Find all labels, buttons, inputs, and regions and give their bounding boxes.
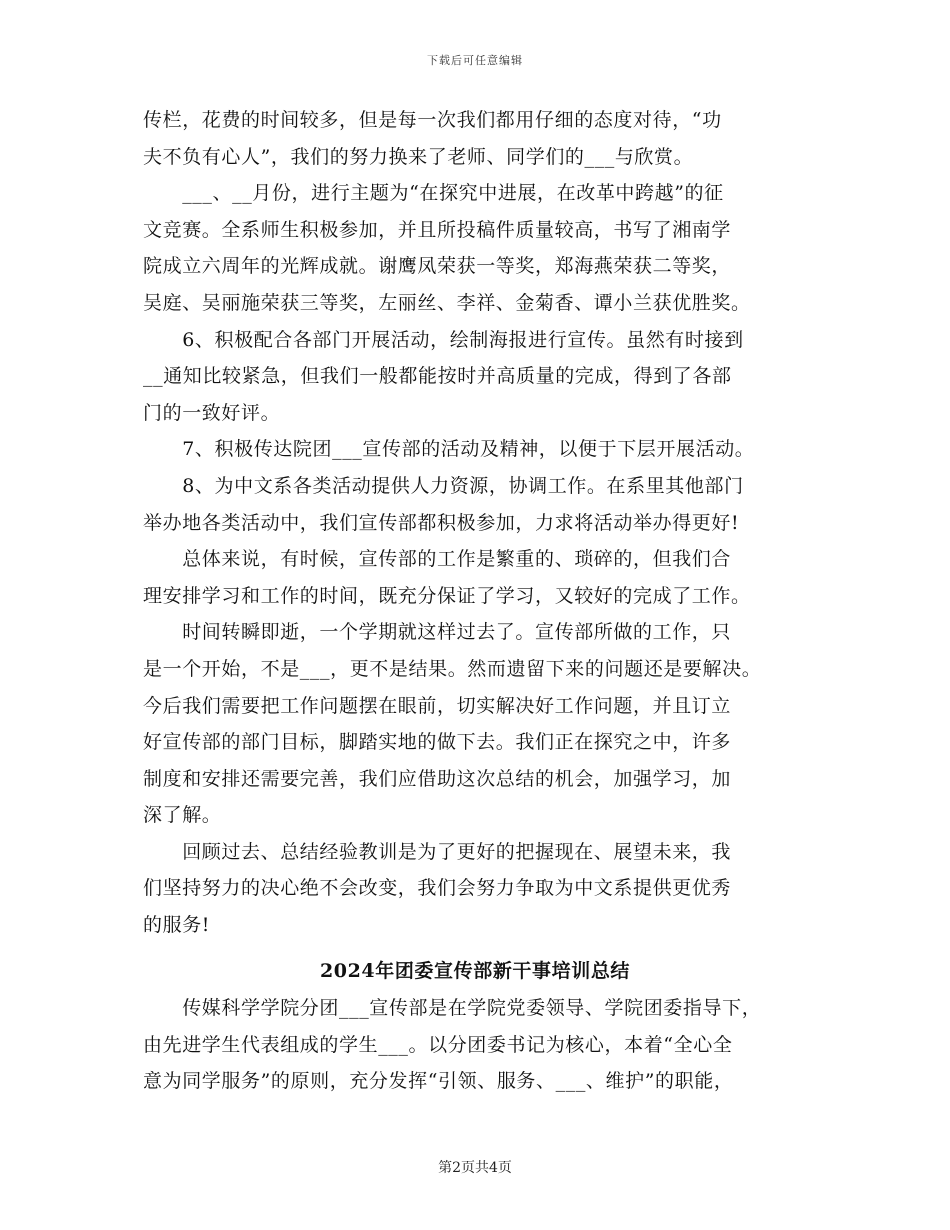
paragraph-line: 的服务!: [143, 914, 211, 937]
paragraph-line: 传栏，花费的时间较多，但是每一次我们都用仔细的态度对待，“功: [143, 109, 722, 131]
paragraph-line: 好宣传部的部门目标，脚踏实地的做下去。我们正在探究之中，许多: [143, 731, 732, 754]
paragraph-line: 今后我们需要把工作问题摆在眼前，切实解决好工作问题，并且订立: [143, 694, 732, 717]
paragraph-line: 门的一致好评。: [143, 401, 281, 424]
section-body: [143, 990, 823, 1100]
paragraph-line: 回顾过去、总结经验教训是为了更好的把握现在、展望未来，我: [143, 840, 732, 863]
paragraph-line: 意为同学服务”的原则，充分发挥“引领、服务、___、维护”的职能，: [143, 1070, 734, 1093]
section-title: 2024年团委宣传部新干事培训总结: [319, 960, 631, 982]
paragraph-line: 理安排学习和工作的时间，既充分保证了学习，又较好的完成了工作。: [143, 584, 751, 607]
paragraph-line: 们坚持努力的决心绝不会改变，我们会努力争取为中文系提供更优秀: [143, 877, 732, 900]
paragraph-line: 7、积极传达院团___宣传部的活动及精神，以便于下层开展活动。: [143, 438, 755, 461]
document-body: [143, 102, 813, 944]
paragraph-line: 院成立六周年的光辉成就。谢鹰凤荣获一等奖，郑海燕荣获二等奖，: [143, 255, 732, 278]
paragraph-line: 总体来说，有时候，宣传部的工作是繁重的、琐碎的，但我们合: [143, 548, 732, 571]
paragraph-line: 举办地各类活动中，我们宣传部都积极参加，力求将活动举办得更好!: [143, 511, 740, 534]
paragraph-line: __通知比较紧急，但我们一般都能按时并高质量的完成，得到了各部: [143, 365, 732, 388]
paragraph-line: 是一个开始，不是___，更不是结果。然而遗留下来的问题还是要解决。: [143, 657, 762, 680]
paragraph-line: 夫不负有心人”，我们的努力换来了老师、同学们的___与欣赏。: [143, 145, 694, 168]
paragraph-line: 深了解。: [143, 804, 222, 827]
paragraph-line: ___、__月份，进行主题为“在探究中进展，在改革中跨越”的征: [143, 182, 724, 205]
paragraph-line: 8、为中文系各类活动提供人力资源，协调工作。在系里其他部门: [143, 474, 744, 497]
paragraph-line: 6、积极配合各部门开展活动，绘制海报进行宣传。虽然有时接到: [143, 328, 744, 351]
paragraph-line: 时间转瞬即逝，一个学期就这样过去了。宣传部所做的工作，只: [143, 621, 732, 644]
paragraph-line: 传媒科学学院分团___宣传部是在学院党委领导、学院团委指导下，: [143, 997, 762, 1019]
page-header: 下载后可任意编辑: [427, 54, 523, 67]
paragraph-line: 由先进学生代表组成的学生___。以分团委书记为核心，本着“全心全: [143, 1033, 733, 1056]
page-footer: 第2页共4页: [438, 1160, 512, 1176]
paragraph-line: 文竞赛。全系师生积极参加，并且所投稿件质量较高，书写了湘南学: [143, 218, 732, 241]
paragraph-line: 吴庭、吴丽施荣获三等奖，左丽丝、李祥、金菊香、谭小兰获优胜奖。: [143, 291, 751, 314]
paragraph-line: 制度和安排还需要完善，我们应借助这次总结的机会，加强学习，加: [143, 767, 732, 790]
